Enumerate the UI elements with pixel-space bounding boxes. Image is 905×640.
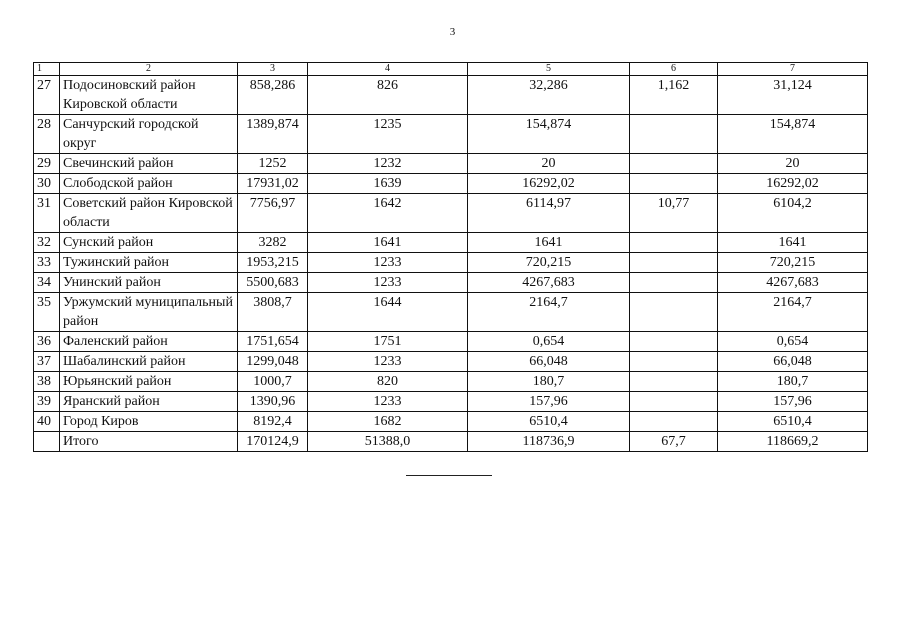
- cell-col6: [630, 154, 718, 174]
- cell-col6: [630, 352, 718, 372]
- cell-col5: 6510,4: [468, 412, 630, 432]
- district-name: Фаленский район: [60, 332, 238, 352]
- cell-col5: 720,215: [468, 253, 630, 273]
- row-number: [34, 432, 60, 452]
- table-row: [34, 352, 868, 372]
- cell-col4: 1235: [308, 115, 468, 154]
- cell-col6: 67,7: [630, 432, 718, 452]
- cell-col4: 820: [308, 372, 468, 392]
- cell-col4: 1642: [308, 194, 468, 233]
- cell-col3: 17931,02: [238, 174, 308, 194]
- cell-col3: 8192,4: [238, 412, 308, 432]
- row-number: 35: [34, 293, 60, 332]
- cell-col7: 4267,683: [718, 273, 868, 293]
- cell-col6: [630, 372, 718, 392]
- cell-col7: 66,048: [718, 352, 868, 372]
- cell-col4: 826: [308, 76, 468, 115]
- row-number: 38: [34, 372, 60, 392]
- table-row: [34, 273, 868, 293]
- cell-col7: 1641: [718, 233, 868, 253]
- district-name: Шабалинский район: [60, 352, 238, 372]
- row-number: 32: [34, 233, 60, 253]
- cell-col5: 6114,97: [468, 194, 630, 233]
- cell-col3: 5500,683: [238, 273, 308, 293]
- cell-col7: 16292,02: [718, 174, 868, 194]
- cell-col4: 1639: [308, 174, 468, 194]
- column-header: 4: [308, 63, 468, 76]
- cell-col4: 1641: [308, 233, 468, 253]
- district-name: Свечинский район: [60, 154, 238, 174]
- district-name: Город Киров: [60, 412, 238, 432]
- cell-col6: 1,162: [630, 76, 718, 115]
- cell-col6: [630, 293, 718, 332]
- table-row: [34, 372, 868, 392]
- cell-col5: 20: [468, 154, 630, 174]
- district-name: Уржумский муниципальный район: [60, 293, 238, 332]
- cell-col5: 154,874: [468, 115, 630, 154]
- cell-col4: 1682: [308, 412, 468, 432]
- cell-col6: [630, 233, 718, 253]
- cell-col7: 157,96: [718, 392, 868, 412]
- cell-col4: 1233: [308, 273, 468, 293]
- cell-col5: 16292,02: [468, 174, 630, 194]
- page-number: 3: [449, 26, 456, 38]
- table-row: [34, 194, 868, 233]
- cell-col6: [630, 174, 718, 194]
- cell-col5: 4267,683: [468, 273, 630, 293]
- district-name: Санчурский городской округ: [60, 115, 238, 154]
- row-number: 34: [34, 273, 60, 293]
- cell-col4: 1751: [308, 332, 468, 352]
- cell-col7: 6510,4: [718, 412, 868, 432]
- row-number: 33: [34, 253, 60, 273]
- cell-col6: [630, 273, 718, 293]
- table-row: [34, 154, 868, 174]
- cell-col5: 180,7: [468, 372, 630, 392]
- cell-col3: 858,286: [238, 76, 308, 115]
- column-header: 6: [630, 63, 718, 76]
- cell-col3: 1000,7: [238, 372, 308, 392]
- cell-col4: 1644: [308, 293, 468, 332]
- column-header: 1: [34, 63, 60, 76]
- cell-col6: 10,77: [630, 194, 718, 233]
- cell-col6: [630, 253, 718, 273]
- cell-col4: 1232: [308, 154, 468, 174]
- cell-col3: 1390,96: [238, 392, 308, 412]
- cell-col7: 180,7: [718, 372, 868, 392]
- row-number: 39: [34, 392, 60, 412]
- column-header: 3: [238, 63, 308, 76]
- district-name: Юрьянский район: [60, 372, 238, 392]
- header-row: [34, 63, 868, 76]
- district-name: Унинский район: [60, 273, 238, 293]
- row-number: 28: [34, 115, 60, 154]
- row-number: 29: [34, 154, 60, 174]
- total-row: [34, 432, 868, 452]
- cell-col4: 51388,0: [308, 432, 468, 452]
- closing-divider: [406, 475, 492, 476]
- cell-col4: 1233: [308, 352, 468, 372]
- cell-col6: [630, 392, 718, 412]
- cell-col7: 6104,2: [718, 194, 868, 233]
- cell-col7: 20: [718, 154, 868, 174]
- cell-col5: 0,654: [468, 332, 630, 352]
- cell-col6: [630, 115, 718, 154]
- cell-col5: 2164,7: [468, 293, 630, 332]
- cell-col3: 7756,97: [238, 194, 308, 233]
- table-row: [34, 174, 868, 194]
- district-name: Тужинский район: [60, 253, 238, 273]
- cell-col3: 3808,7: [238, 293, 308, 332]
- cell-col5: 32,286: [468, 76, 630, 115]
- row-number: 31: [34, 194, 60, 233]
- district-name: Подосиновский район Кировской области: [60, 76, 238, 115]
- cell-col3: 1299,048: [238, 352, 308, 372]
- cell-col3: 1751,654: [238, 332, 308, 352]
- table-row: [34, 392, 868, 412]
- row-number: 36: [34, 332, 60, 352]
- cell-col4: 1233: [308, 253, 468, 273]
- row-number: 37: [34, 352, 60, 372]
- cell-col4: 1233: [308, 392, 468, 412]
- cell-col3: 1953,215: [238, 253, 308, 273]
- cell-col7: 154,874: [718, 115, 868, 154]
- table-row: [34, 293, 868, 332]
- row-number: 27: [34, 76, 60, 115]
- table-row: [34, 76, 868, 115]
- column-header: 2: [60, 63, 238, 76]
- budget-table: [33, 62, 868, 452]
- cell-col7: 2164,7: [718, 293, 868, 332]
- cell-col6: [630, 412, 718, 432]
- row-number: 30: [34, 174, 60, 194]
- column-header: 5: [468, 63, 630, 76]
- table-row: [34, 332, 868, 352]
- cell-col7: 31,124: [718, 76, 868, 115]
- district-name: Слободской район: [60, 174, 238, 194]
- cell-col3: 3282: [238, 233, 308, 253]
- cell-col7: 0,654: [718, 332, 868, 352]
- cell-col6: [630, 332, 718, 352]
- cell-col3: 1252: [238, 154, 308, 174]
- row-number: 40: [34, 412, 60, 432]
- table-row: [34, 412, 868, 432]
- district-name: Сунский район: [60, 233, 238, 253]
- column-header: 7: [718, 63, 868, 76]
- cell-col5: 157,96: [468, 392, 630, 412]
- cell-col3: 1389,874: [238, 115, 308, 154]
- table-row: [34, 233, 868, 253]
- cell-col5: 118736,9: [468, 432, 630, 452]
- table-row: [34, 253, 868, 273]
- district-name: Советский район Кировской области: [60, 194, 238, 233]
- cell-col7: 118669,2: [718, 432, 868, 452]
- cell-col7: 720,215: [718, 253, 868, 273]
- cell-col3: 170124,9: [238, 432, 308, 452]
- district-name: Итого: [60, 432, 238, 452]
- table-row: [34, 115, 868, 154]
- cell-col5: 1641: [468, 233, 630, 253]
- cell-col5: 66,048: [468, 352, 630, 372]
- district-name: Яранский район: [60, 392, 238, 412]
